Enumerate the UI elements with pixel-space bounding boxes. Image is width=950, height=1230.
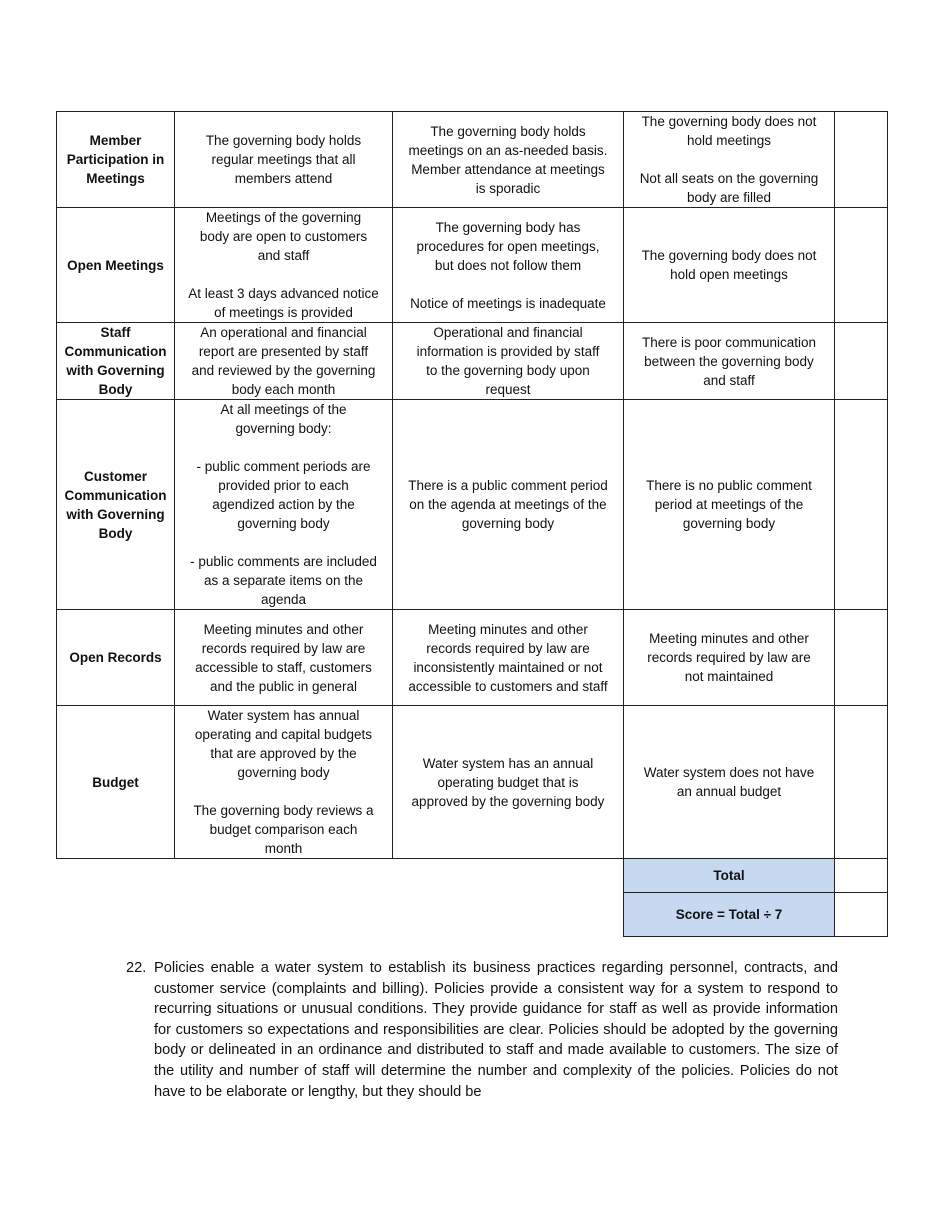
score-label: Score = Total ÷ 7 [624, 893, 835, 937]
level1-cell: At all meetings of the governing body: - public comment periods are provided prior to each agendized action by the governing body - public comments are included as a separate items on the agenda [175, 400, 393, 610]
criterion-customer-communication: Customer Communication with Governing Body [57, 400, 175, 610]
table-row [57, 208, 888, 323]
score-cell[interactable] [835, 400, 888, 610]
level2-cell: Operational and financial information is provided by staff to the governing body upon request [393, 323, 624, 400]
score-cell[interactable] [835, 112, 888, 208]
table-row [57, 610, 888, 706]
paragraph-text: Policies enable a water system to establish its business practices regarding personnel, contracts, and customer service (complaints and billing). Policies provide a consistent way for a system to respond to recurring situations or unusual conditions. They provide guidance for staff as well as provide information for customers so expectations and responsibilities are clear. Policies should be adopted by the governing body or delineated in an ordinance and distributed to staff and made available to customers. The size of the utility and number of staff will determine the number and complexity of the policies. Policies do not have to be elaborate or lengthy, but they should be [154, 960, 838, 1100]
score-value-cell[interactable] [835, 893, 888, 937]
total-value-cell[interactable] [835, 859, 888, 893]
score-cell[interactable] [835, 706, 888, 859]
table-row [57, 400, 888, 610]
criterion-budget: Budget [57, 706, 175, 859]
level1-cell: Meetings of the governing body are open to customers and staff At least 3 days advanced notice of meetings is provided [175, 208, 393, 323]
level1-cell: Meeting minutes and other records required by law are accessible to staff, customers and the public in general [175, 610, 393, 706]
level3-cell: There is no public comment period at meetings of the governing body [624, 400, 835, 610]
score-cell[interactable] [835, 610, 888, 706]
level2-cell: There is a public comment period on the agenda at meetings of the governing body [393, 400, 624, 610]
rubric-table [56, 111, 888, 937]
level1-cell: The governing body holds regular meetings that all members attend [175, 112, 393, 208]
level2-cell: Water system has an annual operating budget that is approved by the governing body [393, 706, 624, 859]
level3-cell: The governing body does not hold meetings Not all seats on the governing body are filled [624, 112, 835, 208]
table-row [57, 112, 888, 208]
score-row [57, 893, 888, 937]
score-cell[interactable] [835, 323, 888, 400]
total-label: Total [624, 859, 835, 893]
table-row [57, 706, 888, 859]
paragraph-number: 22. [126, 960, 147, 976]
criterion-open-meetings: Open Meetings [57, 208, 175, 323]
blank-cell [57, 859, 624, 893]
level1-cell: Water system has annual operating and capital budgets that are approved by the governing body The governing body reviews a budget comparison each month [175, 706, 393, 859]
level3-cell: The governing body does not hold open meetings [624, 208, 835, 323]
level2-cell: Meeting minutes and other records required by law are inconsistently maintained or not accessible to customers and staff [393, 610, 624, 706]
criterion-open-records: Open Records [57, 610, 175, 706]
level2-cell: The governing body holds meetings on an as-needed basis. Member attendance at meetings is sporadic [393, 112, 624, 208]
table-row [57, 323, 888, 400]
criterion-staff-communication: Staff Communication with Governing Body [57, 323, 175, 400]
level3-cell: There is poor communication between the governing body and staff [624, 323, 835, 400]
blank-cell [57, 893, 624, 937]
level2-cell: The governing body has procedures for open meetings, but does not follow them Notice of meetings is inadequate [393, 208, 624, 323]
policies-paragraph [126, 958, 838, 1102]
level3-cell: Water system does not have an annual budget [624, 706, 835, 859]
total-row [57, 859, 888, 893]
level1-cell: An operational and financial report are presented by staff and reviewed by the governing body each month [175, 323, 393, 400]
score-cell[interactable] [835, 208, 888, 323]
level3-cell: Meeting minutes and other records required by law are not maintained [624, 610, 835, 706]
criterion-member-participation: Member Participation in Meetings [57, 112, 175, 208]
